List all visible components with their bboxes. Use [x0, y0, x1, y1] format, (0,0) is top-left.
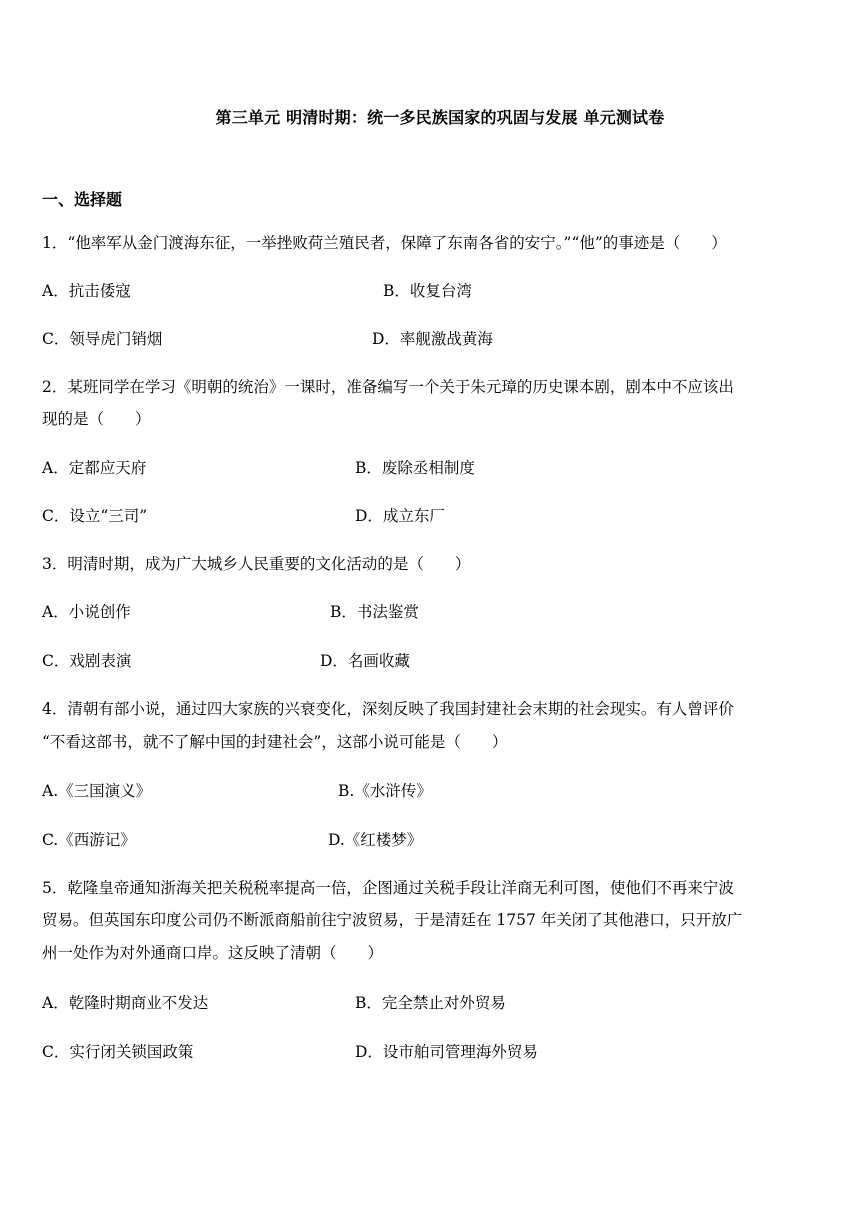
- section-heading: 一、选择题: [42, 190, 123, 209]
- question-2-option-b: B．废除丞相制度: [355, 459, 475, 477]
- question-3-option-c: C．戏剧表演: [42, 652, 132, 670]
- question-4-option-a: A.《三国演义》: [42, 782, 152, 800]
- question-5-stem-line-2: 贸易。但英国东印度公司仍不断派商船前往宁波贸易，于是清廷在 1757 年关闭了其他港口，只开放广: [42, 911, 743, 929]
- question-2-stem-line-1: 2．某班同学在学习《明朝的统治》一课时，准备编写一个关于朱元璋的历史课本剧，剧本中不应该出: [42, 378, 734, 396]
- question-4-option-c: C.《西游记》: [42, 831, 136, 849]
- question-1-stem: 1．“他率军从金门渡海东征，一举挫败荷兰殖民者，保障了东南各省的安宁。”“他”的事迹是（ ）: [42, 234, 727, 252]
- question-5-option-c: C．实行闭关锁国政策: [42, 1043, 194, 1061]
- question-2-option-d: D．成立东厂: [355, 507, 445, 525]
- question-5-option-b: B．完全禁止对外贸易: [355, 994, 506, 1012]
- question-1-option-d: D．率舰激战黄海: [372, 330, 493, 348]
- question-5-option-d: D．设市舶司管理海外贸易: [355, 1043, 538, 1061]
- question-3-stem: 3．明清时期，成为广大城乡人民重要的文化活动的是（ ）: [42, 555, 471, 573]
- question-2-option-c: C．设立“三司”: [42, 507, 148, 525]
- question-4-stem-line-2: “不看这部书，就不了解中国的封建社会”，这部小说可能是（ ）: [42, 733, 508, 751]
- page-title: 第三单元 明清时期：统一多民族国家的巩固与发展 单元测试卷: [215, 108, 665, 127]
- question-4-option-d: D.《红楼梦》: [328, 831, 423, 849]
- question-4-stem-line-1: 4．清朝有部小说，通过四大家族的兴衰变化，深刻反映了我国封建社会末期的社会现实。有人曾评价: [42, 700, 734, 718]
- question-1-option-b: B．收复台湾: [383, 282, 472, 300]
- question-3-option-a: A．小说创作: [42, 603, 131, 621]
- question-1-option-a: A．抗击倭寇: [42, 282, 131, 300]
- question-2-stem-line-2: 现的是（ ）: [42, 410, 151, 428]
- question-1-option-c: C．领导虎门销烟: [42, 330, 163, 348]
- question-3-option-b: B．书法鉴赏: [330, 603, 419, 621]
- question-5-option-a: A．乾隆时期商业不发达: [42, 994, 209, 1012]
- question-3-option-d: D．名画收藏: [320, 652, 410, 670]
- question-4-option-b: B.《水浒传》: [338, 782, 432, 800]
- question-5-stem-line-1: 5．乾隆皇帝通知浙海关把关税税率提高一倍，企图通过关税手段让洋商无利可图，使他们不再来宁波: [42, 879, 734, 897]
- question-5-stem-line-3: 州一处作为对外通商口岸。这反映了清朝（ ）: [42, 944, 384, 962]
- question-2-option-a: A．定都应天府: [42, 459, 147, 477]
